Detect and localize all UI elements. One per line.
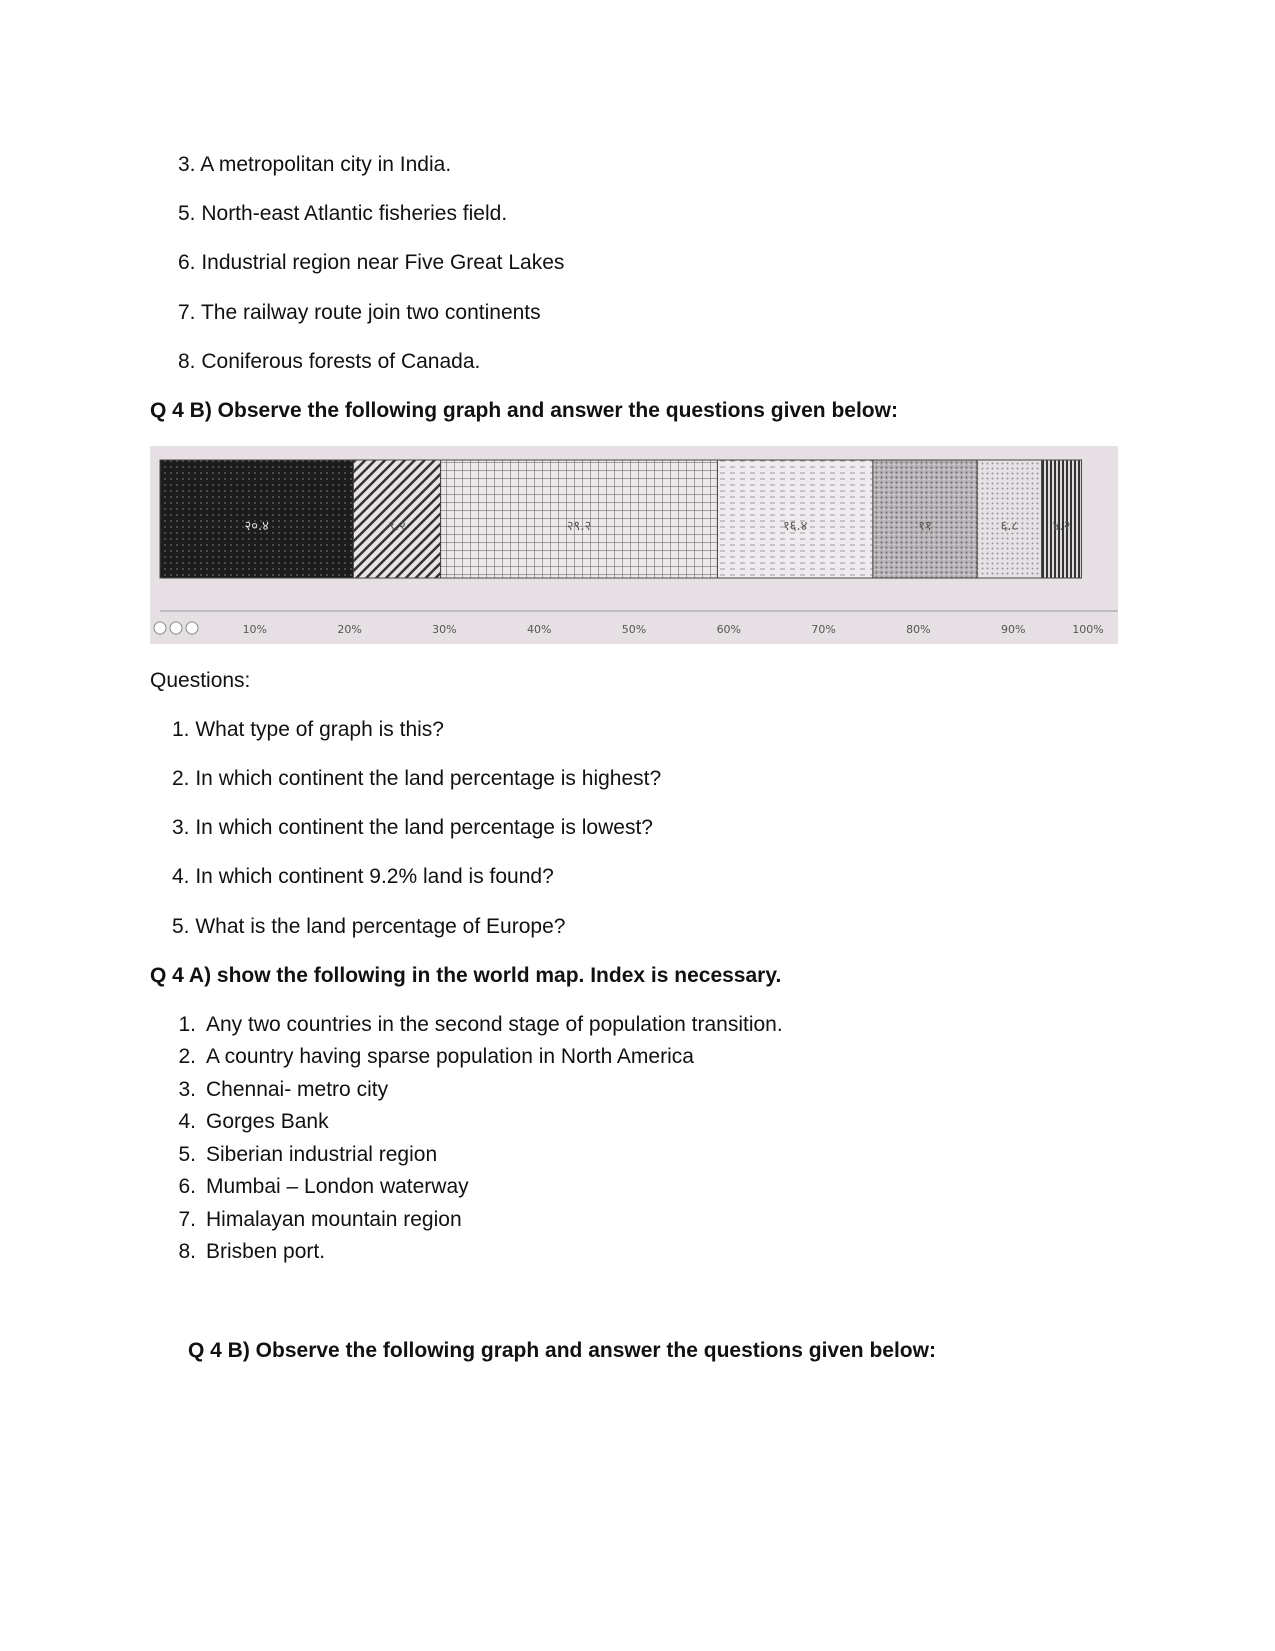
q4b-heading-repeat: Q 4 B) Observe the following graph and answer the questions given below: [188,1339,936,1362]
questions-label: Questions: [150,669,251,692]
q4b-heading: Q 4 B) Observe the following graph and answer the questions given below: [150,399,898,422]
list-number: 3. [178,1078,196,1101]
origin-circle-marker [154,622,166,634]
x-tick-label: 100% [1072,623,1104,636]
question-item: 3. In which continent the land percentage is lowest? [172,816,653,839]
top-list-item: 6. Industrial region near Five Great Lakes [178,251,565,274]
data-label: ४.२ [1052,519,1071,534]
x-tick-label: 60% [716,623,742,636]
list-number: 5. [178,1143,196,1166]
x-tick-label: 30% [432,623,457,636]
question-item: 1. What type of graph is this? [172,718,444,741]
list-number: 8. [178,1240,196,1263]
map-list-item [160,1239,325,1265]
data-label: २०.४ [244,519,269,534]
x-tick-label: 50% [621,623,647,636]
list-number: 2. [178,1045,196,1068]
data-label: १६.४ [782,519,808,534]
list-text: Siberian industrial region [206,1143,438,1166]
top-list-item: 3. A metropolitan city in India. [178,153,452,176]
question-item: 4. In which continent 9.2% land is found? [172,865,554,888]
list-text: Himalayan mountain region [206,1208,462,1231]
map-list-item [160,1174,469,1200]
list-text: Mumbai – London waterway [206,1175,469,1198]
top-list-item: 7. The railway route join two continents [178,301,541,324]
q4a-heading: Q 4 A) show the following in the world map. Index is necessary. [150,964,782,987]
chart-svg [150,446,1118,644]
x-tick-label: 10% [242,623,268,636]
list-number: 1. [178,1013,196,1036]
top-list-item: 8. Coniferous forests of Canada. [178,350,481,373]
stacked-bar-chart [150,446,1118,644]
x-tick-label: 70% [811,623,836,636]
question-item: 2. In which continent the land percentage is highest? [172,767,662,790]
top-list-item: 5. North-east Atlantic fisheries field. [178,202,508,225]
data-label: ११ [918,519,932,534]
map-list-item [160,1207,462,1233]
list-text: Brisben port. [206,1240,326,1263]
data-label: ६.८ [1000,519,1019,534]
x-tick-label: 80% [906,623,931,636]
axis-origin-markers [154,622,198,634]
list-text: Gorges Bank [206,1110,329,1133]
list-number: 6. [178,1175,196,1198]
map-list-item [160,1044,694,1070]
map-list-item [160,1012,783,1038]
question-item: 5. What is the land percentage of Europe? [172,915,566,938]
map-list-item [160,1077,388,1103]
list-number: 7. [178,1208,196,1231]
list-text: Any two countries in the second stage of population transition. [206,1013,783,1036]
list-text: A country having sparse population in North America [206,1045,694,1068]
x-tick-label: 90% [1000,623,1026,636]
origin-circle-marker [186,622,198,634]
x-tick-label: 40% [526,623,552,636]
list-text: Chennai- metro city [206,1078,389,1101]
list-number: 4. [178,1110,196,1133]
x-tick-label: 20% [337,623,362,636]
map-list-item [160,1109,329,1135]
data-label: २९.२ [566,519,592,534]
data-label: ९.२ [388,519,406,534]
origin-circle-marker [170,622,182,634]
map-list-item [160,1142,437,1168]
